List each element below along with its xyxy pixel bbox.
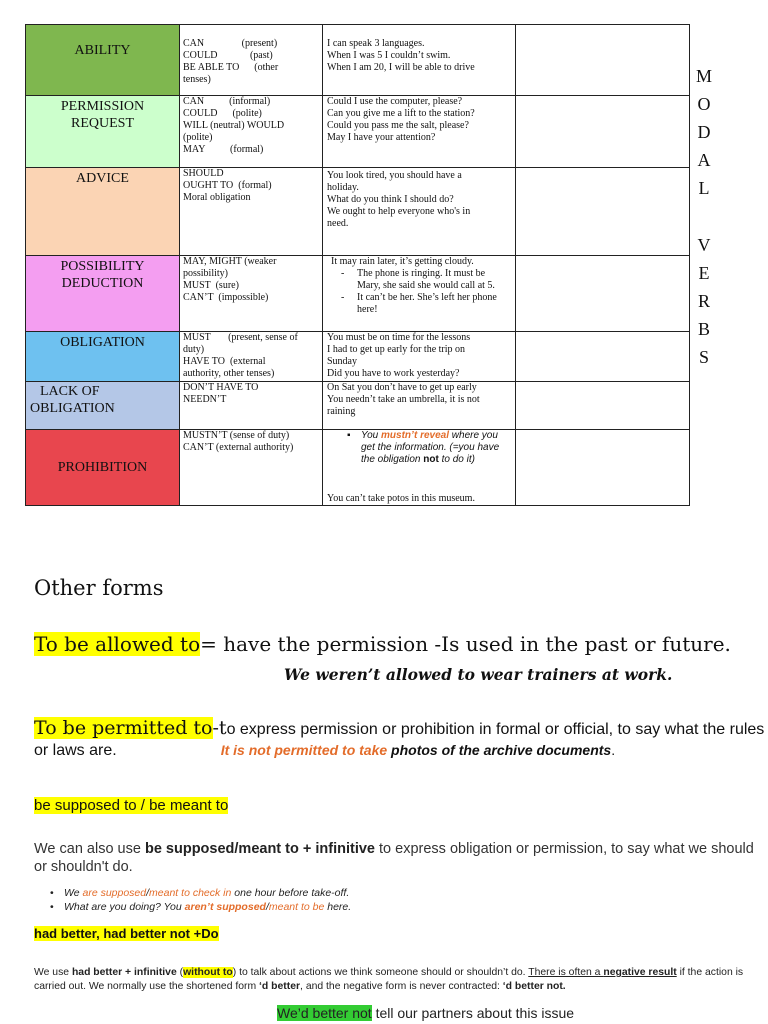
empty-cell <box>516 96 690 168</box>
permitted-definition: To be permitted to-to express permission or prohibition in formal or official, to say what the rules or laws are. It is not permitted to take photos of the archive documents. <box>34 717 765 759</box>
example-line: Could you pass me the salt, please? <box>327 120 469 131</box>
definition-text: o express permission or prohibition in formal or official, to say what the rules or laws are. <box>34 721 765 759</box>
example-text: It can’t be her. She’s left her phone here! <box>357 292 497 315</box>
example-line: I can speak 3 languages. <box>327 38 425 49</box>
row-advice <box>26 168 690 256</box>
example-line: On Sat you don’t have to get up early <box>327 382 477 393</box>
row-prohibition <box>26 430 690 506</box>
category-label: OBLIGATION <box>30 401 115 416</box>
row-ability <box>26 25 690 96</box>
empty-cell <box>516 168 690 256</box>
category-label: ABILITY <box>74 43 131 58</box>
highlighted-term: To be allowed to <box>34 632 201 656</box>
form-line: Moral obligation <box>183 192 251 203</box>
example-text: The phone is ringing. It must be Mary, she said she would call at 5. <box>357 268 495 291</box>
row-possibility <box>26 256 690 332</box>
form-line: WILL (neutral) WOULD <box>183 120 285 131</box>
category-ability <box>26 25 180 96</box>
row-obligation <box>26 332 690 382</box>
examples-possibility <box>323 256 516 332</box>
example-line: When I am 20, I will be able to drive <box>327 62 475 73</box>
examples-ability <box>323 25 516 96</box>
category-label: ADVICE <box>76 171 129 186</box>
side-letter: V <box>697 235 711 255</box>
form-line: HAVE TO (external <box>183 356 266 367</box>
example-line: Could I use the computer, please? <box>327 96 463 107</box>
category-lack-of-obligation <box>26 382 180 430</box>
example-line: What do you think I should do? <box>327 194 454 205</box>
category-label: LACK OF <box>40 384 100 399</box>
highlighted-term: To be permitted to <box>34 717 213 739</box>
forms-permission <box>180 96 323 168</box>
form-line: duty) <box>183 344 205 355</box>
form-line: NEEDN’T <box>183 394 227 405</box>
list-item: • We are supposed/meant to check in one hour before take-off. <box>48 886 351 900</box>
side-letter: B <box>697 319 710 339</box>
form-line: MUST (present, sense of <box>183 332 298 343</box>
category-label: PROHIBITION <box>57 460 148 475</box>
form-line: COULD (past) <box>183 50 273 61</box>
example-dash-item: - The phone is ringing. It must be Mary, she said she would call at 5. <box>341 268 495 291</box>
forms-possibility <box>180 256 323 332</box>
example-line: Did you have to work yesterday? <box>327 368 460 379</box>
example-line: need. <box>327 218 349 229</box>
examples-obligation <box>323 332 516 382</box>
row-permission <box>26 96 690 168</box>
definition-text: = have the permission -Is used in the past or future. <box>200 632 731 656</box>
side-letter: S <box>698 347 709 367</box>
side-letter: M <box>695 66 712 86</box>
category-permission <box>26 96 180 168</box>
modal-verbs-side-title <box>694 62 714 371</box>
side-letter: L <box>698 178 710 198</box>
example-line: Sunday <box>327 356 357 367</box>
example-line: You can’t take potos in this museum. <box>327 493 475 504</box>
had-better-heading: had better, had better not +Do <box>34 926 219 941</box>
side-letter: E <box>698 263 710 283</box>
had-better-body: We use had better + infinitive (without to) to talk about actions we think someone should or shouldn’t do. There is often a negative result if the action is carried out. We normally use the shortened form ‘d better, and the negative form is never contracted: ‘d better not. <box>34 967 744 992</box>
form-line: CAN (present) <box>183 38 278 49</box>
example-line: May I have your attention? <box>327 132 436 143</box>
example-line: Can you give me a lift to the station? <box>327 108 475 119</box>
examples-lack-of-obligation <box>323 382 516 430</box>
form-line: BE ABLE TO (other <box>183 62 279 73</box>
form-line: authority, other tenses) <box>183 368 275 379</box>
forms-obligation <box>180 332 323 382</box>
example-text: tell our partners about this issue <box>371 1005 575 1021</box>
form-line: CAN’T (impossible) <box>183 292 269 303</box>
example-line: You look tired, you should have a <box>327 170 462 181</box>
example-line: You must be on time for the lessons <box>327 332 471 343</box>
category-label: POSSIBILITY <box>60 259 145 274</box>
allowed-definition <box>34 632 731 656</box>
examples-permission <box>323 96 516 168</box>
form-line: CAN (informal) <box>183 96 271 107</box>
form-line: MAY, MIGHT (weaker <box>183 256 277 267</box>
form-line: MAY (formal) <box>183 144 264 155</box>
example-line: We ought to help everyone who's in <box>327 206 471 217</box>
empty-cell <box>516 430 690 506</box>
side-letter: D <box>697 122 711 142</box>
example-line: You needn’t take an umbrella, it is not <box>327 394 480 405</box>
supposed-examples <box>48 886 351 914</box>
forms-advice <box>180 168 323 256</box>
forms-prohibition <box>180 430 323 506</box>
list-item: • What are you doing? You aren’t supposed/meant to be here. <box>48 900 351 914</box>
form-line: DON’T HAVE TO <box>183 382 259 393</box>
empty-cell <box>516 256 690 332</box>
had-better-example <box>277 1005 574 1021</box>
form-line: possibility) <box>183 268 229 279</box>
category-label: REQUEST <box>71 116 134 131</box>
form-line: OUGHT TO (formal) <box>183 180 272 191</box>
category-prohibition <box>26 430 180 506</box>
forms-lack-of-obligation <box>180 382 323 430</box>
section-heading-other-forms: Other forms <box>34 576 164 600</box>
form-line: tenses) <box>183 74 211 85</box>
supposed-heading: be supposed to / be meant to <box>34 797 229 814</box>
example-bullet-item: ▪ You mustn’t reveal where you get the information. (=you have the obligation not to do it) <box>347 430 500 465</box>
example-line: When I was 5 I couldn’t swim. <box>327 50 451 61</box>
example-line: I had to get up early for the trip on <box>327 344 466 355</box>
category-obligation <box>26 332 180 382</box>
definition-dash: -t <box>212 717 227 739</box>
form-line: (polite) <box>183 132 213 143</box>
empty-cell <box>516 332 690 382</box>
form-line: MUSTN’T (sense of duty) <box>183 430 290 441</box>
category-possibility <box>26 256 180 332</box>
example-orange: It is not permitted to take <box>220 742 388 758</box>
supposed-body: We can also use be supposed/meant to + infinitive to express obligation or permission, to say what we should or shouldn't do. <box>34 841 754 875</box>
forms-ability <box>180 25 323 96</box>
example-black: photos of the archive documents <box>387 742 612 758</box>
examples-advice <box>323 168 516 256</box>
modal-verbs-table <box>25 24 690 506</box>
examples-prohibition <box>323 430 516 506</box>
example-line: raining <box>327 406 356 417</box>
example-dash-item: - It can’t be her. She’s left her phone here! <box>341 292 497 315</box>
example-line: It may rain later, it’s getting cloudy. <box>331 256 474 267</box>
empty-cell <box>516 382 690 430</box>
example-line: holiday. <box>327 182 359 193</box>
side-letter: A <box>697 150 711 170</box>
side-letter: R <box>697 291 710 311</box>
empty-cell <box>516 25 690 96</box>
form-line: CAN’T (external authority) <box>183 442 294 453</box>
row-lack-of-obligation <box>26 382 690 430</box>
allowed-example: We weren’t allowed to wear trainers at work. <box>284 665 673 684</box>
category-label: OBLIGATION <box>60 335 145 350</box>
form-line: MUST (sure) <box>183 280 239 291</box>
form-line: SHOULD <box>183 168 224 179</box>
highlighted-term: We’d better not <box>277 1005 372 1021</box>
category-advice <box>26 168 180 256</box>
form-line: COULD (polite) <box>183 108 262 119</box>
category-label: PERMISSION <box>60 99 145 114</box>
side-letter: O <box>697 94 711 114</box>
category-label: DEDUCTION <box>61 276 144 291</box>
